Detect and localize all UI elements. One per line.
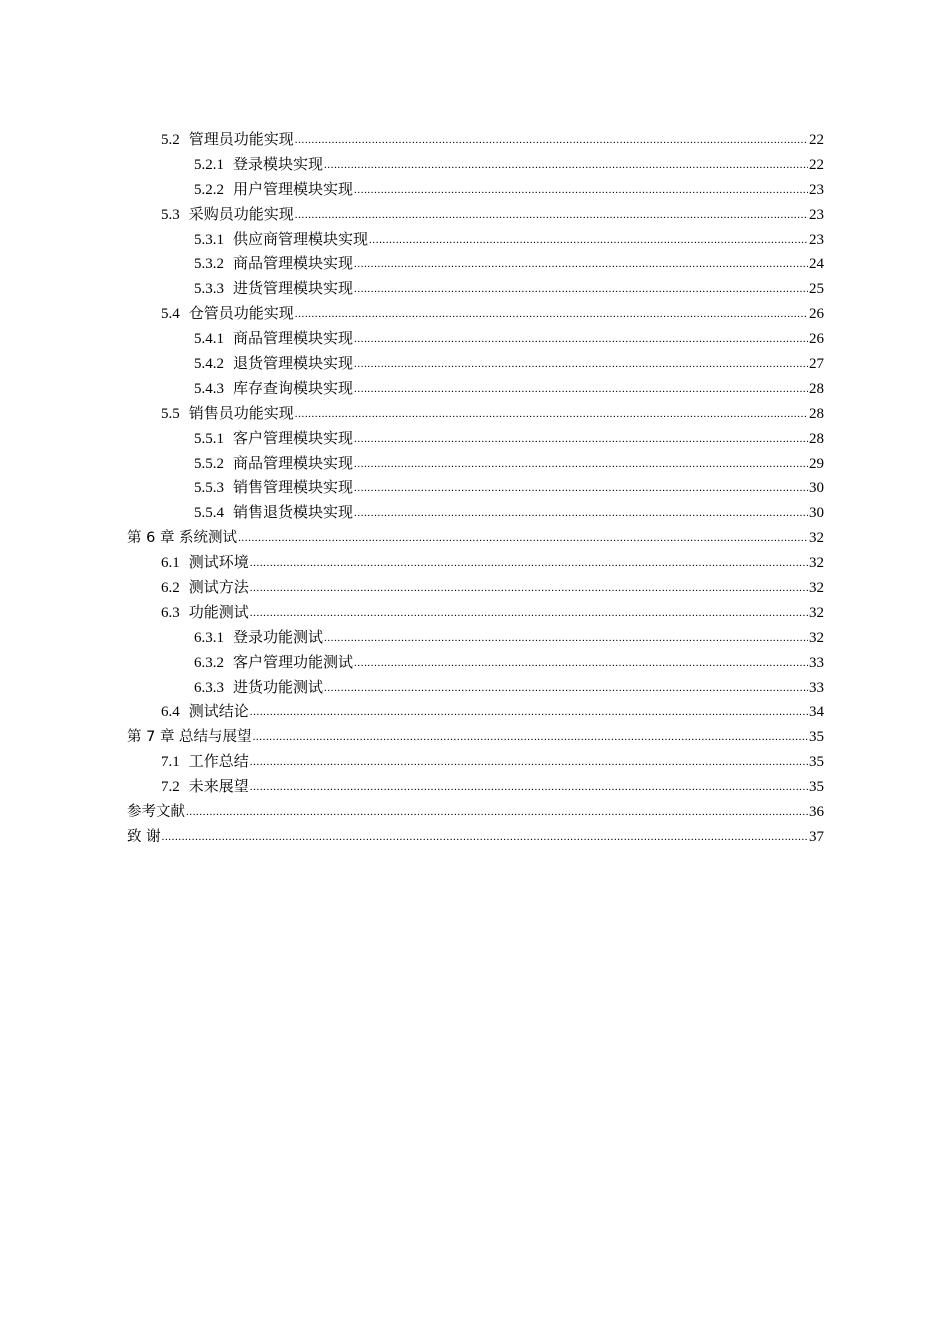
toc-entry[interactable] [127, 651, 824, 676]
toc-entry-page-number: 32 [809, 580, 824, 597]
dot-leader [250, 601, 808, 626]
dot-leader [324, 153, 808, 178]
dot-leader [354, 476, 808, 501]
toc-entry-page-number: 32 [809, 629, 824, 646]
toc-entry[interactable] [127, 725, 824, 750]
toc-entry-page-number: 27 [809, 356, 824, 373]
dot-leader [162, 825, 808, 850]
toc-entry-page-number: 26 [809, 331, 824, 348]
toc-entry-title: 工作总结 [188, 754, 249, 771]
dot-leader [253, 725, 808, 750]
toc-entry[interactable] [127, 576, 824, 601]
toc-entry-title: 供应商管理模块实现 [233, 231, 369, 248]
toc-entry-number: 6.4 [161, 704, 180, 721]
toc-entry-page-number: 36 [809, 804, 824, 821]
toc-entry-page-number: 32 [809, 604, 824, 621]
toc-entry-number: 5.5.3 [194, 480, 224, 497]
dot-leader [250, 775, 808, 800]
toc-entry[interactable] [127, 402, 824, 427]
toc-entry-page-number: 22 [809, 156, 824, 173]
toc-entry-page-number: 33 [809, 679, 824, 696]
toc-entry[interactable] [127, 775, 824, 800]
dot-leader [354, 427, 808, 452]
toc-entry-page-number: 26 [809, 306, 824, 323]
toc-entry-number: 6.1 [161, 555, 180, 572]
toc-entry[interactable] [127, 750, 824, 775]
toc-entry-title: 致 谢 [127, 828, 161, 845]
toc-entry-title: 用户管理模块实现 [233, 181, 354, 198]
toc-entry-number: 5.4 [161, 306, 180, 323]
toc-entry[interactable] [127, 800, 824, 825]
toc-entry-page-number: 28 [809, 405, 824, 422]
toc-entry-number: 5.5.4 [194, 505, 224, 522]
toc-entry[interactable] [127, 178, 824, 203]
toc-entry-number: 5.2.1 [194, 156, 224, 173]
dot-leader [250, 700, 808, 725]
toc-entry[interactable] [127, 427, 824, 452]
dot-leader [295, 128, 808, 153]
toc-entry-title: 测试结论 [188, 704, 249, 721]
toc-entry-title: 测试方法 [188, 580, 249, 597]
toc-entry-page-number: 24 [809, 256, 824, 273]
dot-leader [354, 277, 808, 302]
toc-entry[interactable] [127, 377, 824, 402]
toc-entry[interactable] [127, 825, 824, 850]
toc-entry[interactable] [127, 228, 824, 253]
toc-entry-number: 6.3.2 [194, 654, 224, 671]
dot-leader [186, 800, 808, 825]
toc-entry[interactable] [127, 601, 824, 626]
toc-entry[interactable] [127, 128, 824, 153]
toc-entry-page-number: 30 [809, 480, 824, 497]
toc-entry-page-number: 28 [809, 430, 824, 447]
toc-entry-number: 5.5.2 [194, 455, 224, 472]
toc-entry-page-number: 37 [809, 828, 824, 845]
dot-leader [250, 576, 808, 601]
toc-entry-page-number: 33 [809, 654, 824, 671]
dot-leader [354, 352, 808, 377]
dot-leader [354, 377, 808, 402]
toc-entry-title: 销售员功能实现 [188, 405, 294, 422]
toc-entry-title: 参考文献 [127, 804, 185, 821]
toc-entry[interactable] [127, 203, 824, 228]
toc-entry-number: 5.3.1 [194, 231, 224, 248]
toc-entry-number: 5.4.3 [194, 380, 224, 397]
dot-leader [354, 501, 808, 526]
toc-entry[interactable] [127, 501, 824, 526]
toc-entry-title: 客户管理模块实现 [233, 430, 354, 447]
toc-entry-page-number: 22 [809, 132, 824, 148]
toc-entry-title: 商品管理模块实现 [233, 331, 354, 348]
toc-entry-number: 5.2 [161, 132, 180, 148]
toc-entry-page-number: 23 [809, 231, 824, 248]
toc-entry[interactable] [127, 626, 824, 651]
toc-entry-title: 退货管理模块实现 [233, 356, 354, 373]
toc-entry-number: 7.2 [161, 779, 180, 796]
toc-entry-title: 登录功能测试 [233, 629, 324, 646]
dot-leader [238, 526, 808, 551]
toc-entry[interactable] [127, 551, 824, 576]
toc-entry-number: 6.3.1 [194, 629, 224, 646]
toc-entry[interactable] [127, 452, 824, 477]
dot-leader [295, 302, 808, 327]
toc-entry-number: 5.5 [161, 405, 180, 422]
dot-leader [324, 626, 808, 651]
toc-entry-page-number: 32 [809, 555, 824, 572]
toc-entry[interactable] [127, 676, 824, 701]
toc-entry-title: 销售管理模块实现 [233, 480, 354, 497]
toc-entry-title: 功能测试 [188, 604, 249, 621]
toc-entry-number: 5.5.1 [194, 430, 224, 447]
toc-entry-page-number: 29 [809, 455, 824, 472]
toc-entry-title: 商品管理模块实现 [233, 256, 354, 273]
toc-entry-number: 6.3.3 [194, 679, 224, 696]
toc-entry-title: 登录模块实现 [233, 156, 324, 173]
toc-entry-page-number: 25 [809, 281, 824, 298]
dot-leader [369, 228, 808, 253]
toc-entry-number: 5.4.2 [194, 356, 224, 373]
toc-entry-title: 未来展望 [188, 779, 249, 796]
toc-entry-title: 销售退货模块实现 [233, 505, 354, 522]
dot-leader [295, 402, 808, 427]
toc-entry-page-number: 23 [809, 206, 824, 223]
toc-entry-page-number: 34 [809, 704, 824, 721]
toc-entry-page-number: 35 [809, 779, 824, 796]
toc-entry-title: 客户管理功能测试 [233, 654, 354, 671]
dot-leader [354, 327, 808, 352]
toc-entry-page-number: 28 [809, 380, 824, 397]
table-of-contents [127, 128, 824, 850]
toc-entry-title: 商品管理模块实现 [233, 455, 354, 472]
toc-entry-title: 第 6 章 系统测试 [127, 530, 238, 547]
toc-entry-title: 进货管理模块实现 [233, 281, 354, 298]
toc-entry-number: 5.3.3 [194, 281, 224, 298]
toc-entry-title: 进货功能测试 [233, 679, 324, 696]
toc-entry-number: 7.1 [161, 754, 180, 771]
toc-entry-number: 6.2 [161, 580, 180, 597]
toc-entry-page-number: 35 [809, 729, 824, 746]
toc-entry-title: 第 7 章 总结与展望 [127, 729, 252, 746]
dot-leader [250, 551, 808, 576]
toc-entry[interactable] [127, 277, 824, 302]
toc-entry-page-number: 35 [809, 754, 824, 771]
toc-entry-number: 5.2.2 [194, 181, 224, 198]
toc-entry-number: 5.3.2 [194, 256, 224, 273]
toc-entry-number: 5.4.1 [194, 331, 224, 348]
toc-entry-number: 6.3 [161, 604, 180, 621]
toc-entry-number: 5.3 [161, 206, 180, 223]
toc-entry-page-number: 32 [809, 530, 824, 547]
dot-leader [354, 252, 808, 277]
toc-entry[interactable] [127, 327, 824, 352]
toc-entry[interactable] [127, 352, 824, 377]
dot-leader [354, 452, 808, 477]
toc-entry[interactable] [127, 526, 824, 551]
toc-entry-page-number: 23 [809, 181, 824, 198]
toc-entry-title: 采购员功能实现 [188, 206, 294, 223]
toc-entry[interactable] [127, 252, 824, 277]
toc-entry-page-number: 30 [809, 505, 824, 522]
toc-entry-title: 仓管员功能实现 [188, 306, 294, 323]
toc-entry[interactable] [127, 302, 824, 327]
toc-entry[interactable] [127, 476, 824, 501]
toc-entry-title: 管理员功能实现 [188, 132, 294, 148]
dot-leader [250, 750, 808, 775]
dot-leader [295, 203, 808, 228]
dot-leader [354, 651, 808, 676]
toc-entry[interactable] [127, 700, 824, 725]
toc-entry-title: 库存查询模块实现 [233, 380, 354, 397]
toc-entry[interactable] [127, 153, 824, 178]
dot-leader [324, 676, 808, 701]
toc-entry-title: 测试环境 [188, 555, 249, 572]
dot-leader [354, 178, 808, 203]
